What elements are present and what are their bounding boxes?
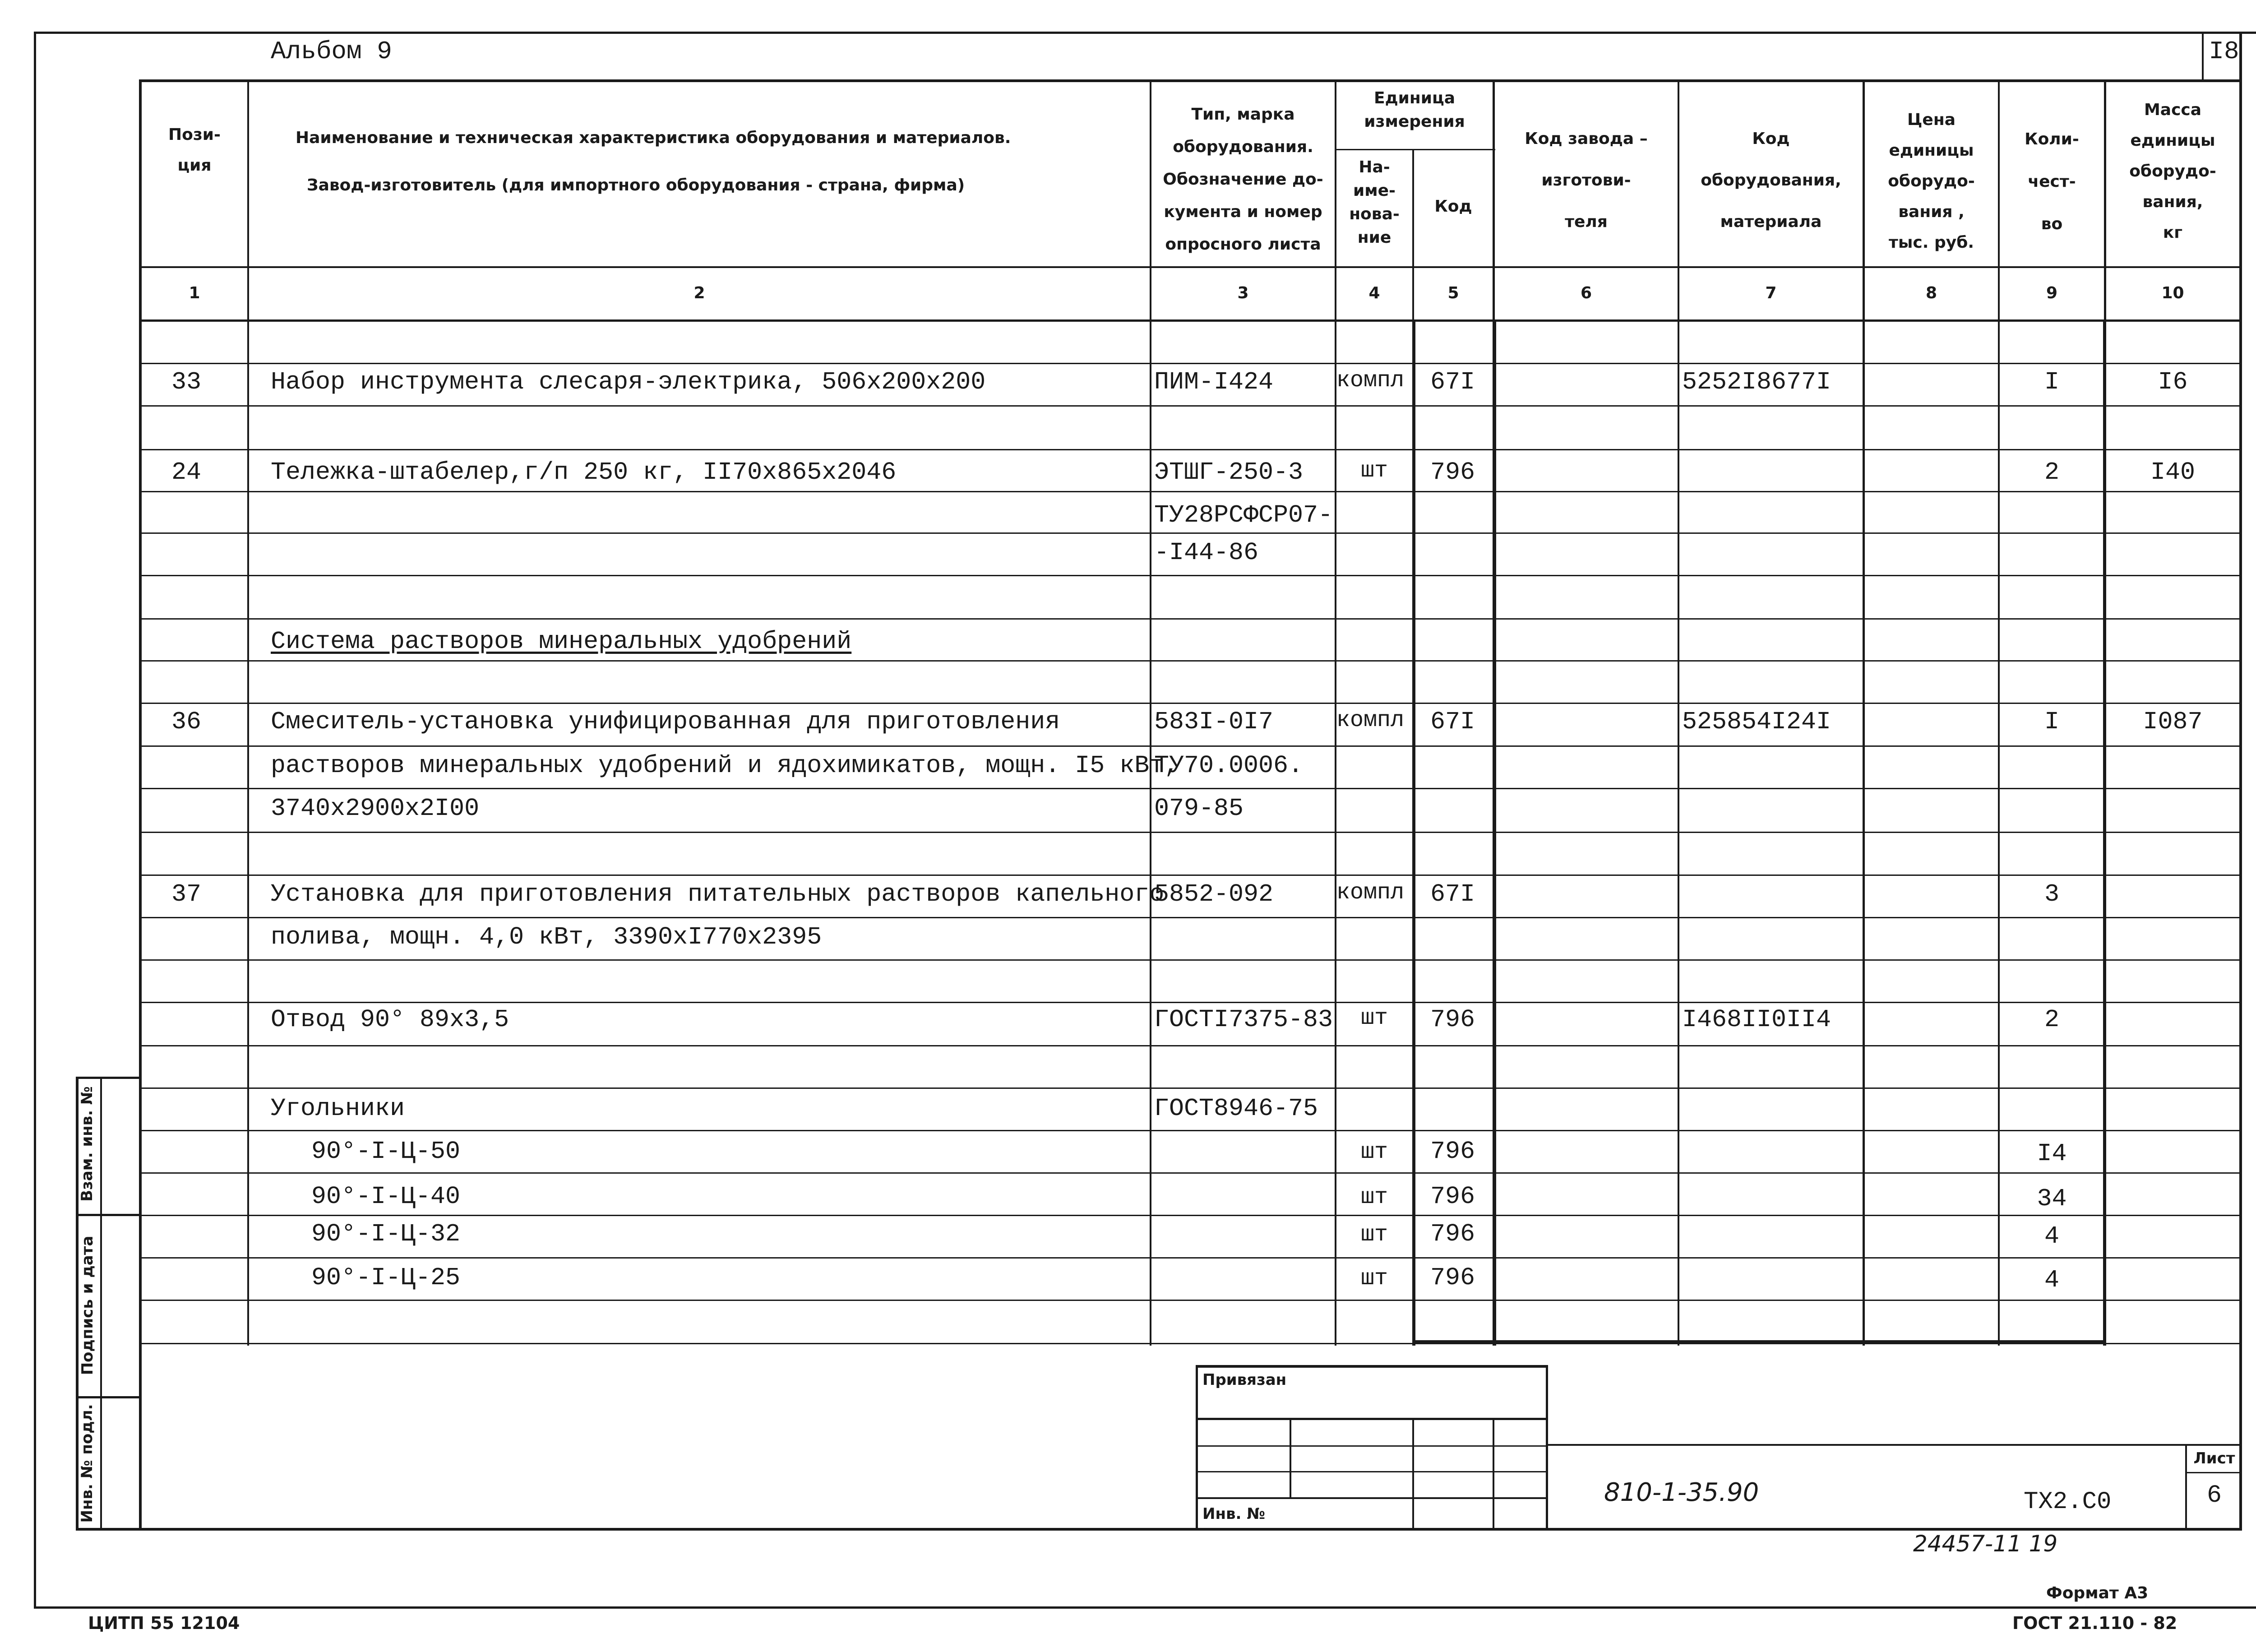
col6-header: Код завода – изготови- теля [1525, 130, 1648, 231]
row-qty: 2 [2044, 458, 2059, 486]
row-line [139, 745, 2242, 747]
sheet-number: 6 [2206, 1481, 2222, 1509]
row-line [139, 1300, 2242, 1301]
col9-header: Коли- чест- во [2025, 130, 2079, 233]
stamp-vline [1493, 1418, 1494, 1531]
outer-frame-left [34, 32, 36, 1609]
colnum-5: 5 [1447, 284, 1459, 302]
unit-header-divider [1336, 149, 1495, 150]
col-line-2 [1150, 79, 1151, 1346]
section-heading: Система растворов минеральных удобрений [271, 627, 852, 656]
row-line [139, 1172, 2242, 1174]
row-code: 796 [1430, 1220, 1475, 1248]
row-unit: шт [1360, 458, 1388, 484]
row-type: 079-85 [1154, 794, 1244, 823]
colnum-7: 7 [1765, 284, 1777, 302]
row-code: 796 [1430, 1005, 1475, 1034]
row-equip-code: 525854I24I [1682, 708, 1831, 736]
row-unit: шт [1360, 1139, 1388, 1165]
sheet-box-divider [2185, 1472, 2242, 1473]
row-name: растворов минеральных удобрений и ядохимикатов, мощн. I5 кВт, [271, 751, 1179, 780]
table-top-border [139, 79, 2242, 82]
row-type: ГОСТ8946-75 [1154, 1094, 1318, 1123]
col2-header-line1: Наименование и техническая характеристика оборудования и материалов. [296, 129, 1011, 147]
row-unit: компл [1336, 880, 1405, 906]
row-type: ТУ28РСФСР07- [1154, 501, 1333, 529]
col4-header: На- име- нова- ние [1349, 158, 1400, 247]
stamp-left [1196, 1365, 1198, 1531]
table-right-border [2239, 32, 2242, 1531]
side-strip-mid [100, 1077, 102, 1531]
row-pos: 36 [171, 708, 202, 736]
row-code: 67I [1430, 880, 1475, 908]
row-name: 90°-I-Ц-40 [311, 1182, 461, 1211]
row-mass: I087 [2143, 708, 2203, 736]
row-name: Угольники [271, 1094, 405, 1123]
colnum-8: 8 [1925, 284, 1937, 302]
row-code: 796 [1430, 1137, 1475, 1166]
row-line [139, 1257, 2242, 1259]
row-line [139, 1343, 2242, 1344]
colnum-bottom-line [139, 319, 2242, 322]
stamp-privyazan: Привязан [1202, 1371, 1287, 1389]
header-bottom-line [139, 266, 2242, 268]
row-equip-code: I468II0II4 [1682, 1005, 1831, 1034]
col2-header-line2: Завод-изготовитель (для импортного оборудования - страна, фирма) [307, 176, 965, 194]
row-qty: I [2044, 708, 2059, 736]
gost-label: ГОСТ 21.110 - 82 [2012, 1613, 2177, 1633]
col-line-6 [1678, 79, 1679, 1346]
row-code: 796 [1430, 1182, 1475, 1211]
col3-header: Тип, марка оборудования. Обозначение до- кумента и номер опросного листа [1163, 105, 1323, 254]
row-unit: компл [1336, 708, 1405, 733]
row-mass: I6 [2158, 368, 2188, 396]
side-label-vzam: Взам. инв. № [78, 1086, 96, 1202]
stamp-inv-no: Инв. № [1202, 1505, 1266, 1523]
row-line [139, 618, 2242, 620]
row-type: ТУ70.0006. [1154, 751, 1304, 780]
col-line-7 [1863, 79, 1865, 1346]
row-line [139, 449, 2242, 450]
row-name: полива, мощн. 4,0 кВт, 3390хI770х2395 [271, 923, 822, 951]
row-code: 67I [1430, 708, 1475, 736]
row-type: ПИМ-I424 [1154, 368, 1274, 396]
row-unit: шт [1360, 1222, 1388, 1248]
row-type: -I44-86 [1154, 538, 1259, 567]
row-unit: шт [1360, 1185, 1388, 1210]
row-line [139, 959, 2242, 961]
row-unit: шт [1360, 1005, 1388, 1031]
row-name: 3740х2900х2I00 [271, 794, 480, 823]
handwritten-number: 24457-11 19 [1913, 1531, 2058, 1557]
col-line-1 [247, 79, 249, 1346]
row-name: Тележка-штабелер,г/п 250 кг, II70х865х2046 [271, 458, 897, 486]
row-qty: 3 [2044, 880, 2059, 908]
outer-frame-top [34, 32, 2256, 34]
outer-frame-bottom [34, 1606, 2256, 1609]
row-line [139, 491, 2242, 492]
row-name: 90°-I-Ц-32 [311, 1220, 461, 1248]
row-line [139, 1002, 2242, 1003]
colnum-1: 1 [189, 284, 200, 302]
title-block-top [1548, 1444, 2242, 1446]
doc-code: 810-1-35.90 [1604, 1478, 1759, 1507]
row-unit: шт [1360, 1266, 1388, 1291]
row-type: 583I-0I7 [1154, 708, 1274, 736]
row-qty: 34 [2037, 1185, 2067, 1213]
stamp-top [1196, 1365, 1548, 1368]
row-name: Установка для приготовления питательных растворов капельного [271, 880, 1165, 908]
row-code: 796 [1430, 1263, 1475, 1292]
row-line [139, 1215, 2242, 1216]
row-name: 90°-I-Ц-25 [311, 1263, 461, 1292]
row-type: ГОСТI7375-83 [1154, 1005, 1333, 1034]
row-line [139, 788, 2242, 789]
row-qty: 4 [2044, 1266, 2059, 1294]
row-pos: 37 [171, 880, 202, 908]
format-label: Формат А3 [2046, 1584, 2149, 1602]
row-name: Смеситель-установка унифицированная для приготовления [271, 708, 1060, 736]
row-line [139, 1045, 2242, 1046]
col7-header: Код оборудования, материала [1701, 130, 1841, 231]
row-line [139, 703, 2242, 704]
col5-header: Код [1434, 197, 1472, 216]
row-line [139, 660, 2242, 662]
row-name: 90°-I-Ц-50 [311, 1137, 461, 1166]
row-name: Отвод 90° 89х3,5 [271, 1005, 509, 1034]
row-qty: I4 [2037, 1139, 2067, 1168]
col8-header: Цена единицы оборудо- вания , тыс. руб. [1888, 111, 1975, 252]
row-equip-code: 5252I8677I [1682, 368, 1831, 396]
page-box-divider [2202, 32, 2204, 82]
stamp-line [1196, 1471, 1548, 1472]
row-qty: I [2044, 368, 2059, 396]
doc-mark: ТХ2.С0 [2024, 1488, 2112, 1516]
page-number: I8 [2209, 37, 2239, 66]
row-code: 796 [1430, 458, 1475, 486]
col45-header: Единица измерения [1364, 89, 1465, 131]
stamp-line [1196, 1445, 1548, 1447]
stamp-vline [1412, 1418, 1414, 1531]
row-type: ЭТШГ-250-3 [1154, 458, 1304, 486]
row-code: 67I [1430, 368, 1475, 396]
row-line [139, 1087, 2242, 1089]
stamp-right [1546, 1365, 1548, 1531]
row-line [139, 532, 2242, 534]
colnum-6: 6 [1580, 284, 1592, 302]
col10-header: Масса единицы оборудо- вания, кг [2129, 101, 2216, 242]
row-line [139, 832, 2242, 833]
row-line [139, 575, 2242, 576]
colnum-4: 4 [1368, 284, 1380, 302]
row-qty: 4 [2044, 1222, 2059, 1250]
row-mass: I40 [2150, 458, 2196, 486]
side-label-podpis: Подпись и дата [79, 1236, 97, 1375]
row-line [139, 1130, 2242, 1131]
row-name: Набор инструмента слесаря-электрика, 506х200х200 [271, 368, 986, 396]
row-line [139, 917, 2242, 918]
row-unit: компл [1336, 368, 1405, 393]
stamp-line [1196, 1418, 1548, 1420]
row-pos: 33 [171, 368, 202, 396]
colnum-10: 10 [2161, 284, 2184, 302]
stamp-line [1196, 1497, 1548, 1499]
row-qty: 2 [2044, 1005, 2059, 1034]
row-line [139, 405, 2242, 407]
sheet-label: Лист [2193, 1449, 2235, 1467]
col1-header: Пози- ция [168, 125, 221, 175]
side-label-inv: Инв. № подл. [78, 1404, 96, 1523]
album-label: Альбом 9 [271, 37, 392, 66]
colnum-9: 9 [2046, 284, 2058, 302]
row-pos: 24 [171, 458, 202, 486]
stamp-vline [1290, 1418, 1291, 1499]
colnum-3: 3 [1237, 284, 1249, 302]
citp-label: ЦИТП 55 12104 [88, 1613, 240, 1633]
row-line [139, 363, 2242, 364]
row-line [139, 875, 2242, 876]
row-type: 5852-092 [1154, 880, 1274, 908]
colnum-2: 2 [693, 284, 705, 302]
